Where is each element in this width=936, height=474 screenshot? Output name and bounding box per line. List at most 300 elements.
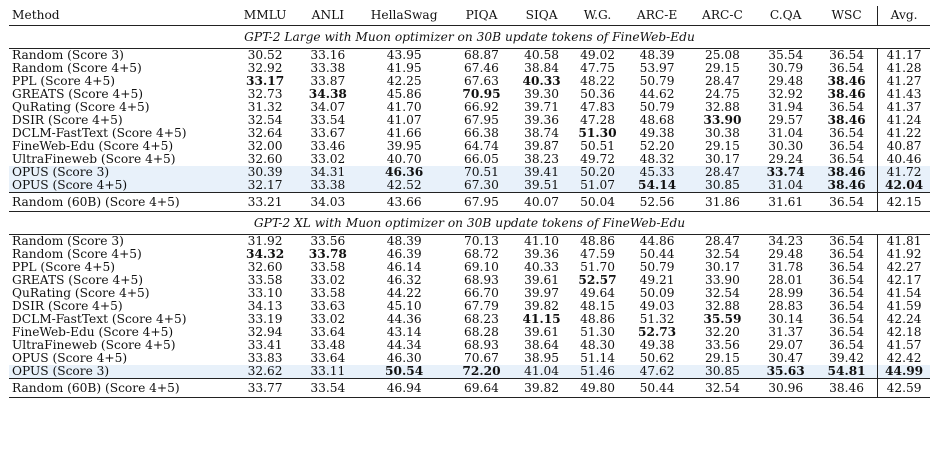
score-cell: 52.73: [638, 326, 677, 339]
score-cell: 40.70: [386, 153, 422, 166]
score-cell: 30.30: [768, 140, 804, 153]
score-cell: 67.79: [464, 300, 499, 313]
score-cell: 33.17: [246, 75, 285, 88]
score-cell: 33.90: [703, 114, 742, 127]
score-cell: 48.15: [580, 300, 615, 313]
score-cell: 54.14: [625, 179, 690, 193]
score-cell: 39.95: [386, 140, 422, 153]
table-body: [9, 26, 930, 398]
score-cell: 49.38: [639, 339, 675, 352]
score-cell: 32.17: [233, 179, 298, 193]
avg-cell: 42.18: [878, 326, 930, 339]
method-cell: Random (Score 4+5): [12, 62, 142, 75]
score-cell: 48.86: [580, 313, 615, 326]
score-cell: 46.36: [358, 166, 450, 179]
score-cell: 32.92: [768, 88, 804, 101]
score-cell: 32.92: [247, 62, 283, 75]
score-cell: 51.14: [580, 352, 615, 365]
score-cell: 30.79: [768, 62, 804, 75]
column-header: Avg.: [878, 6, 930, 26]
score-cell: 46.30: [386, 352, 422, 365]
section-title: GPT-2 Large with Muon optimizer on 30B update tokens of FineWeb-Edu: [9, 26, 930, 49]
score-cell: 42.25: [386, 75, 422, 88]
score-cell: 36.54: [829, 248, 865, 261]
score-cell: 46.14: [386, 261, 422, 274]
score-cell: 32.54: [704, 248, 740, 261]
score-cell: 38.23: [524, 153, 560, 166]
table-row: [9, 153, 930, 166]
baseline-row: [9, 379, 930, 398]
score-cell: 41.07: [386, 114, 422, 127]
table-row: [9, 313, 930, 326]
score-cell: 49.72: [580, 153, 615, 166]
score-cell: 33.78: [308, 248, 347, 261]
column-header: SIQA: [525, 8, 558, 22]
score-cell: 50.54: [358, 365, 450, 379]
section-header-row: [9, 212, 930, 235]
table-row: [9, 300, 930, 313]
method-cell: PPL (Score 4+5): [12, 75, 116, 88]
score-cell: 39.36: [524, 114, 560, 127]
score-cell: 49.03: [639, 300, 675, 313]
score-cell: 50.79: [639, 101, 675, 114]
score-cell: 41.15: [522, 313, 561, 326]
score-cell: 36.54: [829, 153, 865, 166]
score-cell: 28.47: [704, 234, 740, 248]
score-cell: 33.67: [310, 127, 346, 140]
score-cell: 52.57: [578, 274, 617, 287]
score-cell: 36.54: [829, 313, 865, 326]
score-cell: 52.56: [639, 194, 675, 209]
score-cell: 32.60: [247, 153, 283, 166]
score-cell: 38.46: [827, 88, 866, 101]
section-title: GPT-2 XL with Muon optimizer on 30B update tokens of FineWeb-Edu: [9, 212, 930, 235]
score-cell: 48.86: [580, 234, 615, 248]
table-row: [9, 179, 930, 193]
score-cell: 39.87: [524, 140, 560, 153]
table-row: [9, 248, 930, 261]
score-cell: 31.32: [247, 101, 283, 114]
score-cell: 70.13: [464, 234, 499, 248]
score-cell: 50.51: [580, 140, 615, 153]
score-cell: 32.88: [704, 101, 740, 114]
score-cell: 32.88: [704, 300, 740, 313]
score-cell: 39.36: [524, 248, 560, 261]
score-cell: 40.58: [524, 48, 560, 62]
score-cell: 51.46: [570, 365, 624, 379]
score-cell: 66.05: [464, 153, 499, 166]
score-cell: 38.64: [524, 339, 560, 352]
method-cell: PPL (Score 4+5): [12, 261, 116, 274]
score-cell: 32.54: [247, 114, 283, 127]
score-cell: 50.20: [570, 166, 624, 179]
table-row: [9, 114, 930, 127]
score-cell: 49.38: [639, 127, 675, 140]
table-row: [9, 101, 930, 114]
score-cell: 48.39: [386, 234, 422, 248]
column-header: HellaSwag: [370, 8, 438, 22]
method-cell: Random (60B) (Score 4+5): [12, 380, 180, 395]
score-cell: 36.54: [829, 274, 865, 287]
score-cell: 42.52: [358, 179, 450, 193]
score-cell: 48.30: [580, 339, 615, 352]
score-cell: 48.39: [639, 48, 675, 62]
score-cell: 47.62: [625, 365, 690, 379]
score-cell: 45.10: [386, 300, 422, 313]
table-row: [9, 274, 930, 287]
column-header: ARC-E: [636, 8, 678, 22]
score-cell: 40.33: [522, 75, 561, 88]
avg-cell: 42.24: [878, 313, 930, 326]
score-cell: 51.07: [570, 179, 624, 193]
score-cell: 33.48: [310, 339, 346, 352]
avg-cell: 41.27: [878, 75, 930, 88]
score-cell: 36.54: [829, 140, 865, 153]
score-cell: 47.83: [580, 101, 615, 114]
score-cell: 29.24: [768, 153, 804, 166]
score-cell: 47.28: [580, 114, 615, 127]
table-row: [9, 352, 930, 365]
score-cell: 50.04: [580, 194, 615, 209]
score-cell: 28.47: [704, 75, 740, 88]
score-cell: 31.94: [768, 101, 804, 114]
score-cell: 44.86: [639, 234, 675, 248]
avg-cell: 41.28: [878, 62, 930, 75]
avg-cell: 41.37: [878, 101, 930, 114]
avg-cell: 41.57: [878, 339, 930, 352]
score-cell: 29.15: [704, 352, 740, 365]
avg-cell: 40.46: [878, 153, 930, 166]
score-cell: 33.16: [310, 48, 346, 62]
score-cell: 30.17: [704, 153, 740, 166]
score-cell: 29.07: [768, 339, 804, 352]
score-cell: 33.83: [247, 352, 283, 365]
score-cell: 39.61: [524, 274, 560, 287]
score-cell: 44.36: [386, 313, 422, 326]
score-cell: 69.10: [464, 261, 499, 274]
avg-cell: 41.17: [878, 49, 930, 63]
score-cell: 31.78: [768, 261, 804, 274]
score-cell: 33.11: [298, 365, 359, 379]
score-cell: 53.97: [639, 62, 675, 75]
score-cell: 70.51: [450, 166, 513, 179]
score-cell: 39.51: [513, 179, 570, 193]
column-header: C.QA: [769, 8, 802, 22]
method-cell: OPUS (Score 3): [9, 365, 233, 379]
score-cell: 44.34: [386, 339, 422, 352]
score-cell: 33.02: [310, 153, 346, 166]
score-cell: 64.74: [464, 140, 499, 153]
score-cell: 31.04: [768, 127, 804, 140]
score-cell: 34.03: [310, 194, 346, 209]
score-cell: 30.85: [690, 179, 756, 193]
score-cell: 68.93: [464, 274, 499, 287]
score-cell: 36.54: [829, 127, 865, 140]
score-cell: 46.94: [386, 380, 422, 395]
score-cell: 38.46: [829, 380, 865, 395]
method-cell: DCLM-FastText (Score 4+5): [12, 127, 187, 140]
table-row: [9, 88, 930, 101]
score-cell: 48.68: [639, 114, 675, 127]
table-header-row: [9, 6, 930, 26]
score-cell: 32.60: [247, 261, 283, 274]
score-cell: 39.97: [524, 287, 560, 300]
score-cell: 46.32: [386, 274, 422, 287]
score-cell: 28.47: [690, 166, 756, 179]
score-cell: 29.48: [768, 75, 804, 88]
score-cell: 29.15: [704, 140, 740, 153]
score-cell: 32.00: [247, 140, 283, 153]
score-cell: 35.54: [768, 48, 804, 62]
score-cell: 45.33: [625, 166, 690, 179]
score-cell: 44.62: [639, 88, 675, 101]
score-cell: 67.95: [464, 194, 499, 209]
score-cell: 72.20: [450, 365, 513, 379]
table-row: [9, 235, 930, 249]
score-cell: 66.92: [464, 101, 499, 114]
score-cell: 68.93: [464, 339, 499, 352]
score-cell: 50.62: [639, 352, 675, 365]
table-row: [9, 62, 930, 75]
avg-cell: 41.81: [878, 235, 930, 249]
score-cell: 25.08: [704, 48, 740, 62]
score-cell: 34.38: [308, 88, 347, 101]
method-cell: OPUS (Score 4+5): [12, 352, 128, 365]
score-cell: 36.54: [829, 194, 865, 209]
score-cell: 68.23: [464, 313, 499, 326]
score-cell: 70.67: [464, 352, 499, 365]
score-cell: 38.74: [524, 127, 560, 140]
column-header-method: Method: [12, 8, 60, 22]
score-cell: 69.64: [464, 380, 499, 395]
table-row: [9, 287, 930, 300]
method-cell: Random (Score 3): [12, 234, 124, 248]
score-cell: 33.64: [310, 352, 346, 365]
score-cell: 38.46: [816, 166, 878, 179]
score-cell: 36.54: [829, 62, 865, 75]
score-cell: 33.46: [310, 140, 346, 153]
score-cell: 49.80: [580, 380, 615, 395]
score-cell: 31.37: [768, 326, 804, 339]
score-cell: 39.71: [524, 101, 560, 114]
table-row: [9, 339, 930, 352]
score-cell: 36.54: [829, 326, 865, 339]
score-cell: 30.38: [704, 127, 740, 140]
method-cell: UltraFineweb (Score 4+5): [12, 339, 176, 352]
score-cell: 41.04: [513, 365, 570, 379]
score-cell: 30.96: [768, 380, 804, 395]
method-cell: OPUS (Score 3): [9, 166, 233, 179]
score-cell: 49.64: [580, 287, 615, 300]
table-row: [9, 365, 930, 379]
score-cell: 50.79: [639, 261, 675, 274]
score-cell: 33.21: [247, 194, 283, 209]
method-cell: DSIR (Score 4+5): [12, 114, 123, 127]
score-cell: 33.63: [310, 300, 346, 313]
score-cell: 39.82: [524, 380, 560, 395]
method-cell: Random (60B) (Score 4+5): [12, 194, 180, 209]
avg-cell: 42.42: [878, 352, 930, 365]
score-cell: 32.94: [247, 326, 283, 339]
table-row: [9, 326, 930, 339]
score-cell: 38.46: [816, 179, 878, 193]
method-cell: GREATS (Score 4+5): [12, 274, 143, 287]
column-header: MMLU: [243, 8, 287, 22]
column-header: ANLI: [311, 8, 345, 22]
score-cell: 34.23: [768, 234, 804, 248]
score-cell: 36.54: [829, 287, 865, 300]
score-cell: 35.63: [755, 365, 816, 379]
method-cell: OPUS (Score 4+5): [9, 179, 233, 193]
score-cell: 32.54: [704, 287, 740, 300]
score-cell: 33.90: [704, 274, 740, 287]
results-table: [9, 6, 930, 398]
avg-cell: 42.15: [878, 193, 930, 212]
score-cell: 33.58: [247, 274, 283, 287]
column-header: PIQA: [465, 8, 498, 22]
score-cell: 50.36: [580, 88, 615, 101]
avg-cell: 42.04: [878, 179, 930, 193]
score-cell: 33.02: [310, 274, 346, 287]
score-cell: 30.52: [247, 48, 283, 62]
table-row: [9, 127, 930, 140]
score-cell: 41.10: [524, 234, 560, 248]
score-cell: 31.92: [247, 234, 283, 248]
score-cell: 33.64: [310, 326, 346, 339]
avg-cell: 42.27: [878, 261, 930, 274]
score-cell: 29.57: [768, 114, 804, 127]
score-cell: 51.32: [639, 313, 675, 326]
score-cell: 33.77: [247, 380, 283, 395]
score-cell: 33.10: [247, 287, 283, 300]
score-cell: 28.83: [768, 300, 804, 313]
score-cell: 32.54: [704, 380, 740, 395]
score-cell: 31.61: [768, 194, 804, 209]
score-cell: 33.38: [298, 179, 359, 193]
score-cell: 48.32: [639, 153, 675, 166]
score-cell: 31.04: [755, 179, 816, 193]
column-header: ARC-C: [702, 8, 743, 22]
method-cell: FineWeb-Edu (Score 4+5): [12, 140, 174, 153]
table-row: [9, 75, 930, 88]
score-cell: 33.02: [310, 313, 346, 326]
avg-cell: 41.43: [878, 88, 930, 101]
score-cell: 49.21: [639, 274, 675, 287]
method-cell: DSIR (Score 4+5): [12, 300, 123, 313]
score-cell: 40.33: [524, 261, 560, 274]
table-row: [9, 49, 930, 63]
section-header-row: [9, 26, 930, 49]
score-cell: 28.99: [768, 287, 804, 300]
score-cell: 30.39: [233, 166, 298, 179]
score-cell: 68.87: [464, 48, 499, 62]
score-cell: 30.85: [690, 365, 756, 379]
score-cell: 33.56: [704, 339, 740, 352]
score-cell: 33.54: [310, 114, 346, 127]
avg-cell: 41.24: [878, 114, 930, 127]
score-cell: 31.86: [704, 194, 740, 209]
score-cell: 24.75: [704, 88, 740, 101]
method-cell: FineWeb-Edu (Score 4+5): [12, 326, 174, 339]
table-row: [9, 166, 930, 179]
score-cell: 33.41: [247, 339, 283, 352]
score-cell: 32.64: [247, 127, 283, 140]
score-cell: 39.41: [513, 166, 570, 179]
score-cell: 36.54: [829, 339, 865, 352]
score-cell: 67.95: [464, 114, 499, 127]
score-cell: 33.87: [310, 75, 346, 88]
baseline-row: [9, 193, 930, 212]
avg-cell: 41.22: [878, 127, 930, 140]
score-cell: 33.56: [310, 234, 346, 248]
avg-cell: 42.59: [878, 379, 930, 398]
score-cell: 38.95: [524, 352, 560, 365]
score-cell: 51.70: [580, 261, 615, 274]
score-cell: 52.20: [639, 140, 675, 153]
score-cell: 48.22: [580, 75, 615, 88]
score-cell: 36.54: [829, 48, 865, 62]
score-cell: 39.61: [524, 326, 560, 339]
method-cell: Random (Score 4+5): [12, 248, 142, 261]
score-cell: 44.22: [386, 287, 422, 300]
method-cell: GREATS (Score 4+5): [12, 88, 143, 101]
score-cell: 49.02: [580, 48, 615, 62]
score-cell: 67.46: [464, 62, 499, 75]
column-header: W.G.: [583, 8, 612, 22]
score-cell: 70.95: [462, 88, 501, 101]
score-cell: 33.74: [755, 166, 816, 179]
score-cell: 34.07: [310, 101, 346, 114]
score-cell: 50.79: [639, 75, 675, 88]
score-cell: 68.28: [464, 326, 499, 339]
method-cell: Random (Score 3): [12, 48, 124, 62]
score-cell: 29.48: [768, 248, 804, 261]
score-cell: 67.30: [450, 179, 513, 193]
score-cell: 50.44: [639, 380, 675, 395]
score-cell: 32.62: [233, 365, 298, 379]
avg-cell: 44.99: [878, 365, 930, 379]
score-cell: 36.54: [829, 261, 865, 274]
score-cell: 30.14: [768, 313, 804, 326]
score-cell: 38.46: [827, 75, 866, 88]
score-cell: 46.39: [386, 248, 422, 261]
avg-cell: 41.92: [878, 248, 930, 261]
score-cell: 38.46: [827, 114, 866, 127]
score-cell: 67.63: [464, 75, 499, 88]
score-cell: 54.81: [816, 365, 878, 379]
score-cell: 47.75: [580, 62, 615, 75]
score-cell: 33.58: [310, 287, 346, 300]
table-row: [9, 140, 930, 153]
score-cell: 66.38: [464, 127, 499, 140]
score-cell: 36.54: [829, 234, 865, 248]
score-cell: 41.66: [386, 127, 422, 140]
score-cell: 29.15: [704, 62, 740, 75]
avg-cell: 41.54: [878, 287, 930, 300]
score-cell: 32.73: [247, 88, 283, 101]
score-cell: 34.32: [246, 248, 285, 261]
score-cell: 39.30: [524, 88, 560, 101]
score-cell: 33.54: [310, 380, 346, 395]
method-cell: UltraFineweb (Score 4+5): [12, 153, 176, 166]
score-cell: 32.20: [704, 326, 740, 339]
score-cell: 43.95: [386, 48, 422, 62]
avg-cell: 40.87: [878, 140, 930, 153]
score-cell: 41.95: [386, 62, 422, 75]
score-cell: 66.70: [464, 287, 499, 300]
score-cell: 45.86: [386, 88, 422, 101]
score-cell: 50.44: [639, 248, 675, 261]
